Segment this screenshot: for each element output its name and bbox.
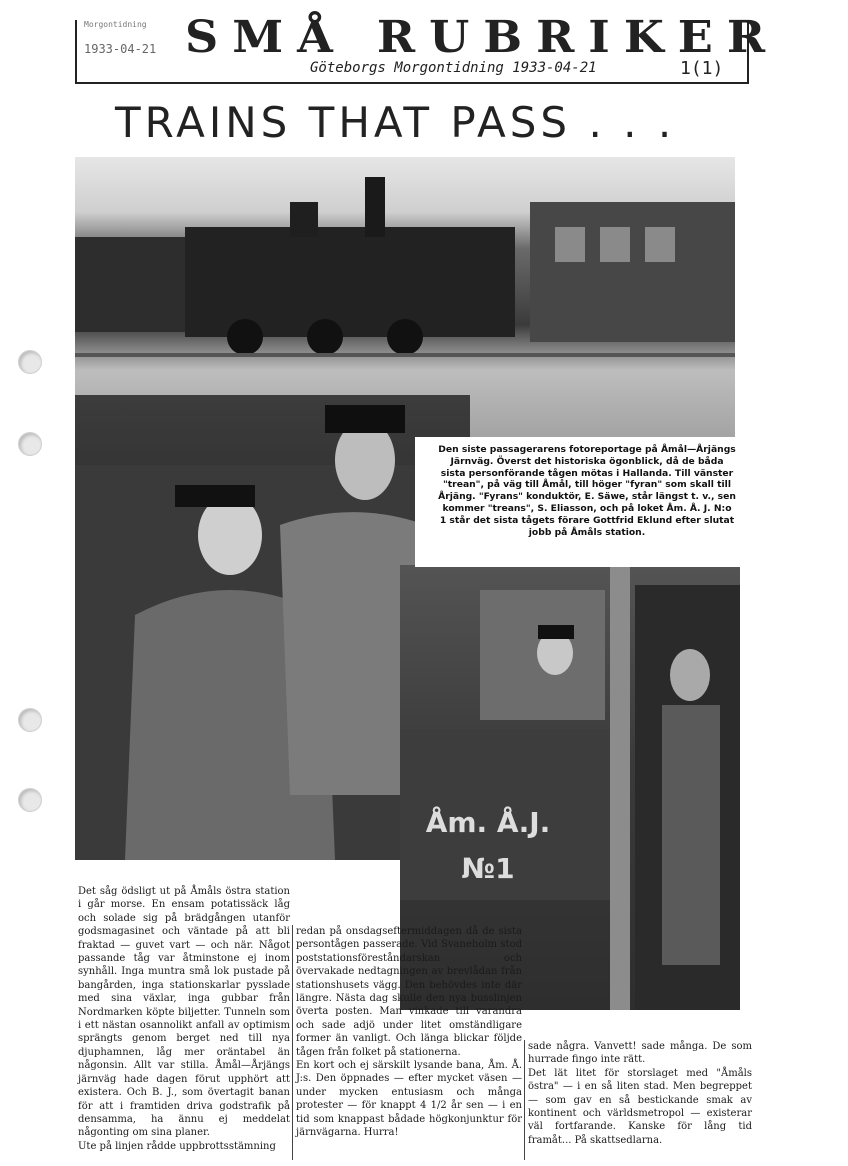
page-marker: 1(1) — [680, 58, 724, 79]
plate-line-2: №1 — [461, 852, 515, 885]
binder-hole — [18, 708, 42, 732]
column-rule — [524, 1040, 525, 1160]
binder-hole — [18, 432, 42, 456]
col1-tail: Ute på linjen rådde uppbrottsstämning — [78, 1140, 276, 1152]
col2-text-b: En kort och ej särskilt lysande bana, Åm. Å. J:s. Den öppnades — efter mycket väsen — under mycken entusiasm och många protester — för knappt 4 1/2 år sen — i en tid som knappast bådade högkonjunktur för järnvägarna. Hurra! — [296, 1060, 522, 1139]
photo-caption: Den siste passagerarens fotoreportage på Åmål—Årjängs Järnväg. Överst det historiska ögonblick, då de båda sista personförande tågen mötas i Hallanda. Till vänster "trean", på väg till Åmål, till höger "fyran" som skall till Årjäng. "Fyrans" konduktör, E. Säwe, står längst t. v., sen kommer "treans", S. Eliasson, och på loket Åm. Å. J. N:o 1 står det sista tågets förare Gottfrid Eklund efter slutat jobb på Åmåls station. — [438, 444, 736, 538]
body-column-1 — [78, 885, 290, 1153]
masthead: SMÅ RUBRIKER — [185, 11, 780, 63]
col3-text: sade några. Vanvett! sade många. De som hurrade fingo inte rätt. — [528, 1041, 752, 1066]
col1-text: Det såg ödsligt ut på Åmåls östra station i går morse. En ensam potatissäck låg och solade sig på brädgången utanför godsmagasinet och väntade på att bli fraktad — guvet vart — och när. Något passande tåg var åtminstone ej inom synhåll. Inga muntra små lok pustade på bangården, inga stationskarlar pysslade med sina växlar, inga gubbar från Nordmarken köpte biljetter. Tunneln som i ett nästan osannolikt anfall av optimism sprängts genom berget ned till nya djuphamnen, låg mer oräntabel än någonsin. Allt var stilla. Åmål—Årjängs järnväg hade dagen förut upphört att existera. Och B. J., som övertagit banan för att i framtiden driva godstrafik på densamma, ha ännu ej meddelat någonting om sina planer. — [78, 886, 290, 1139]
col3-text-b: Det lät litet för storslaget med "Åmåls östra" — i en så liten stad. Men begreppet — som gav en så bestickande smak av kontinent och världsmetropol — existerar väl fortfarande. Kanske för lång tid framåt... På skattsedlarna. — [528, 1067, 752, 1146]
locomotive-plate — [398, 800, 578, 892]
body-column-2 — [296, 925, 522, 1140]
archive-stamp: Morgontidning — [84, 20, 147, 29]
col2-text: redan på onsdagseftermiddagen då de sista persontågen passerade. Vid Svaneholm stod poststationsföreståndarskan och övervakade nedtagningen av brevlådan från stationshusets vägg. Den behövdes inte där längre. Nästa dag skulle den nya busslinjen överta posten. Man vinkade till varandra och sade adjö under litet omständligare former än vanligt. Och länga blickar följde tågen från folket på stationerna. — [296, 926, 522, 1058]
article-title: TRAINS THAT PASS . . . — [115, 98, 676, 147]
plate-line-1: Åm. Å.J. — [425, 806, 551, 839]
handwritten-source: Göteborgs Morgontidning 1933-04-21 — [310, 60, 597, 76]
binder-hole — [18, 788, 42, 812]
body-column-3 — [528, 1040, 752, 1147]
column-rule — [292, 925, 293, 1160]
handwritten-date: 1933-04-21 — [84, 42, 157, 56]
binder-hole — [18, 350, 42, 374]
